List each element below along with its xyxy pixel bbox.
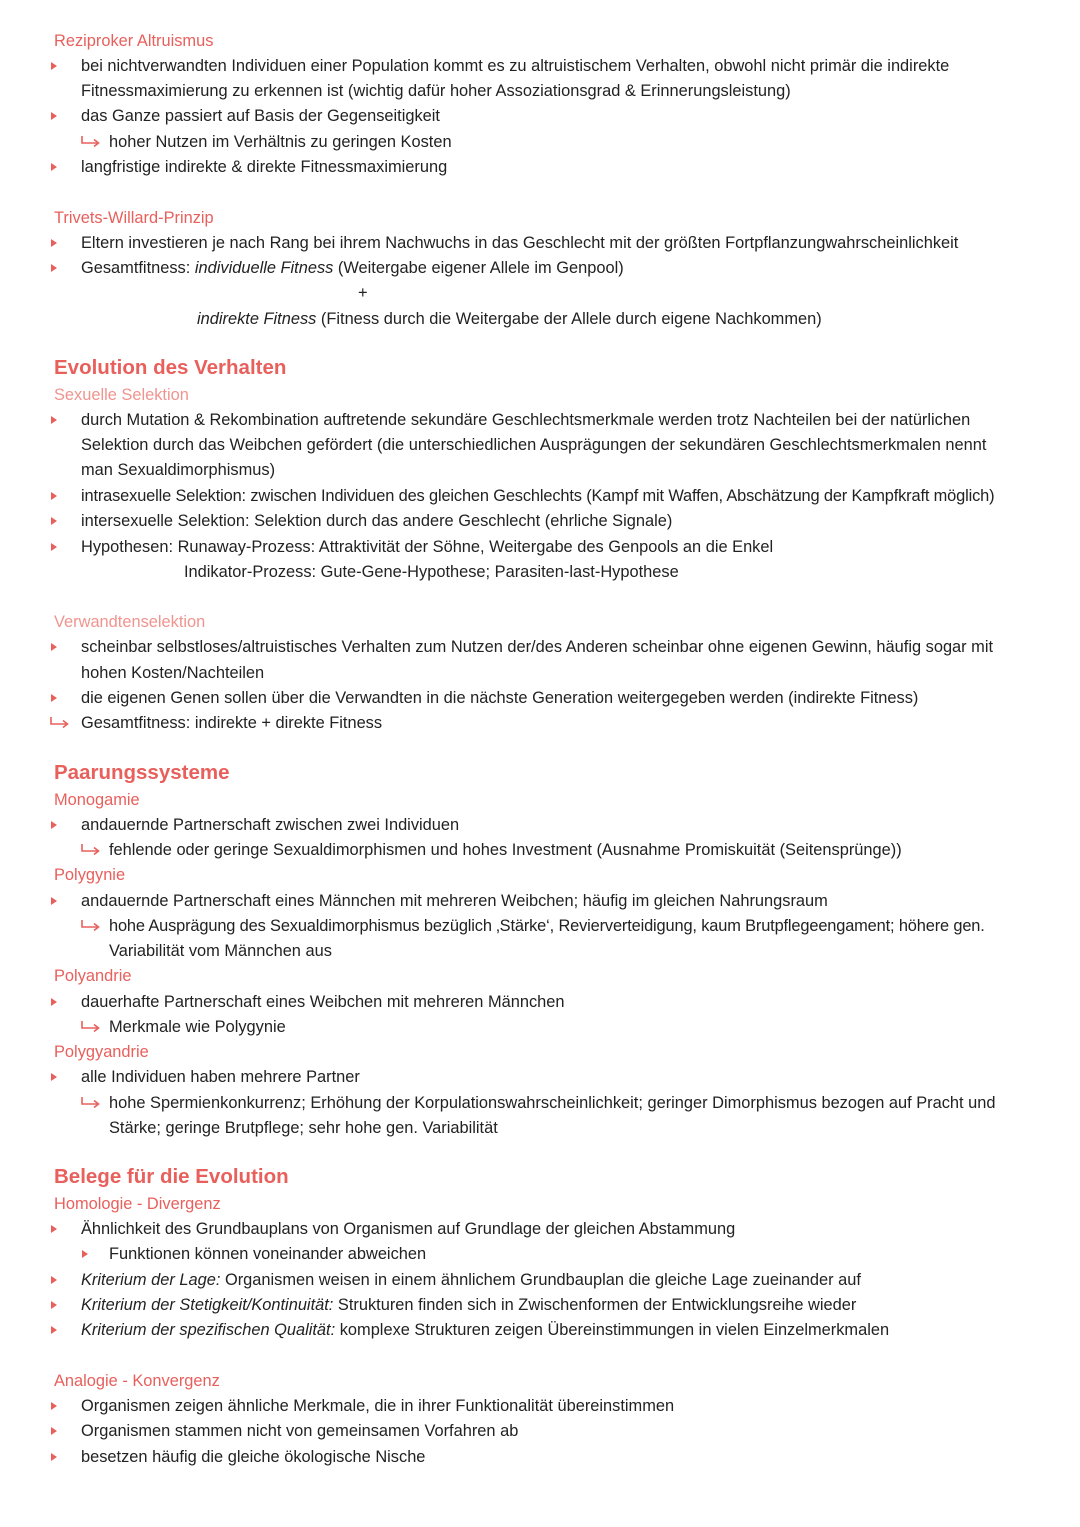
list-item-text: durch Mutation & Rekombination auftretende sekundäre Geschlechtsmerkmale werden trotz Nachteilen bei der natürlichen (81, 411, 971, 429)
list-item-text: besetzen häufig die gleiche ökologische Nische (81, 1448, 426, 1466)
arrow-item-text: Gesamtfitness: indirekte + direkte Fitness (81, 714, 383, 732)
return-arrow-icon (80, 1096, 102, 1110)
gesamtfitness-label: Gesamtfitness: (81, 259, 195, 277)
triangle-bullet-icon (51, 1453, 57, 1461)
triangle-bullet-icon (51, 492, 57, 500)
heading-evolution-des-verhalten: Evolution des Verhalten (54, 356, 287, 379)
triangle-bullet-icon (51, 694, 57, 702)
criterion-term: Kriterium der Lage: (81, 1271, 221, 1289)
section-title-analogie: Analogie - Konvergenz (54, 1372, 220, 1390)
list-item-text: Organismen stammen nicht von gemeinsamen Vorfahren ab (81, 1422, 519, 1440)
list-item-text: scheinbar selbstloses/altruistisches Verhalten zum Nutzen der/des Anderen scheinbar ohne eigenen Gewinn, häufig sogar mit (81, 638, 994, 656)
return-arrow-icon (80, 919, 102, 933)
triangle-bullet-icon (51, 1073, 57, 1081)
criterion-term: Kriterium der spezifischen Qualität: (81, 1321, 336, 1339)
list-item-text: alle Individuen haben mehrere Partner (81, 1068, 360, 1086)
triangle-bullet-icon (51, 643, 57, 651)
criterion-desc: Organismen weisen in einem ähnlichem Grundbauplan die gleiche Lage zueinander auf (220, 1271, 861, 1289)
heading-belege-fuer-die-evolution: Belege für die Evolution (54, 1165, 289, 1188)
triangle-bullet-icon (51, 163, 57, 171)
list-item-text (197, 309, 822, 329)
list-item-text: die eigenen Genen sollen über die Verwandten in die nächste Generation weitergegeben werden (indirekte Fitness) (81, 689, 919, 707)
triangle-bullet-icon (51, 112, 57, 120)
indirekte-fitness-desc: (Fitness durch die Weitergabe der Allele durch eigene Nachkommen) (316, 310, 822, 328)
individuelle-fitness-desc: (Weitergabe eigener Allele im Genpool) (333, 259, 624, 277)
arrow-item-text: hohe Spermienkonkurrenz; Erhöhung der Korpulationswahrscheinlichkeit; geringer Dimorphismus bezogen auf Pracht und (109, 1094, 996, 1112)
list-item-text: Ähnlichkeit des Grundbauplans von Organismen auf Grundlage der gleichen Abstammung (81, 1220, 736, 1238)
list-item-text: Selektion durch das Weibchen gefördert (die unterschiedlichen Ausprägungen der sekundären Geschlechtsmerkmalen nennt (81, 436, 987, 454)
list-item-text: andauernde Partnerschaft zwischen zwei Individuen (81, 816, 460, 834)
list-item-text: Fitnessmaximierung zu erkennen ist (wichtig dafür hoher Assoziationsgrad & Erinnerungsleistung) (81, 82, 791, 100)
triangle-bullet-icon (51, 998, 57, 1006)
list-item-text: Organismen zeigen ähnliche Merkmale, die in ihrer Funktionalität übereinstimmen (81, 1397, 675, 1415)
triangle-bullet-icon (51, 264, 57, 272)
list-item-text: Indikator-Prozess: Gute-Gene-Hypothese; Parasiten-last-Hypothese (184, 563, 679, 581)
arrow-item-text: hoher Nutzen im Verhältnis zu geringen Kosten (109, 133, 452, 151)
criterion-term: Kriterium der Stetigkeit/Kontinuität: (81, 1296, 334, 1314)
triangle-bullet-icon (51, 1276, 57, 1284)
triangle-bullet-icon (51, 517, 57, 525)
triangle-bullet-icon (51, 1402, 57, 1410)
list-item-text: Eltern investieren je nach Rang bei ihrem Nachwuchs in das Geschlecht mit der größten Fortpflanzungwahrscheinlichkeit (81, 234, 959, 252)
section-title-polygyandrie: Polygyandrie (54, 1043, 149, 1061)
triangle-bullet-icon (51, 416, 57, 424)
arrow-item-text: Merkmale wie Polygynie (109, 1018, 286, 1036)
list-item-text: hohen Kosten/Nachteilen (81, 664, 265, 682)
triangle-bullet-icon (51, 1301, 57, 1309)
list-item-text: langfristige indirekte & direkte Fitnessmaximierung (81, 158, 448, 176)
section-title-trivers-willard: Trivets-Willard-Prinzip (54, 209, 214, 227)
section-title-verwandtenselektion: Verwandtenselektion (54, 613, 206, 631)
return-arrow-icon (80, 1020, 102, 1034)
criterion-desc: komplexe Strukturen zeigen Übereinstimmungen in vielen Einzelmerkmalen (335, 1321, 890, 1339)
triangle-bullet-icon (82, 1250, 88, 1258)
list-item-text: das Ganze passiert auf Basis der Gegenseitigkeit (81, 107, 440, 125)
triangle-bullet-icon (51, 821, 57, 829)
section-title-polyandrie: Polyandrie (54, 967, 132, 985)
return-arrow-icon (80, 135, 102, 149)
triangle-bullet-icon (51, 1225, 57, 1233)
arrow-item-text: Variabilität vom Männchen aus (109, 942, 332, 960)
arrow-item-text: Stärke; geringe Brutpflege; sehr hohe gen. Variabilität (109, 1119, 498, 1137)
list-item-text: andauernde Partnerschaft eines Männchen mit mehreren Weibchen; häufig im gleichen Nahrungsraum (81, 892, 828, 910)
section-title-polygynie: Polygynie (54, 866, 126, 884)
heading-paarungssysteme: Paarungssysteme (54, 761, 230, 784)
triangle-bullet-icon (51, 62, 57, 70)
triangle-bullet-icon (51, 543, 57, 551)
list-item-text: Funktionen können voneinander abweichen (109, 1245, 427, 1263)
indirekte-fitness-term: indirekte Fitness (197, 310, 317, 328)
section-title-monogamie: Monogamie (54, 791, 140, 809)
individuelle-fitness-term: individuelle Fitness (194, 259, 334, 277)
triangle-bullet-icon (51, 1326, 57, 1334)
return-arrow-icon (80, 843, 102, 857)
list-item-text: dauerhafte Partnerschaft eines Weibchen mit mehreren Männchen (81, 993, 565, 1011)
list-item-text: Hypothesen: Runaway-Prozess: Attraktivität der Söhne, Weitergabe des Genpools an die Enkel (81, 538, 774, 556)
triangle-bullet-icon (51, 1427, 57, 1435)
list-item-text: bei nichtverwandten Individuen einer Population kommt es zu altruistischem Verhalten, obwohl nicht primär die indirekte (81, 57, 950, 75)
list-item-text: intrasexuelle Selektion: zwischen Individuen des gleichen Geschlechts (Kampf mit Waffen, Abschätzung der Kampfkraft möglich) (81, 487, 995, 505)
arrow-item-text: hohe Ausprägung des Sexualdimorphismus bezüglich ‚Stärke‘, Revierverteidigung, kaum Brutpflegeengament; höhere gen. (109, 917, 985, 935)
section-title-sexuelle-selektion: Sexuelle Selektion (54, 386, 189, 404)
plus-sign: + (358, 284, 368, 302)
triangle-bullet-icon (51, 897, 57, 905)
return-arrow-icon (49, 716, 71, 730)
triangle-bullet-icon (51, 239, 57, 247)
section-title-reziproker-altruismus: Reziproker Altruismus (54, 32, 214, 50)
list-item-text (81, 1320, 889, 1340)
list-item-text (81, 1270, 861, 1290)
list-item-text: man Sexualdimorphismus) (81, 461, 276, 479)
list-item-text (81, 258, 624, 278)
section-title-homologie: Homologie - Divergenz (54, 1195, 221, 1213)
criterion-desc: Strukturen finden sich in Zwischenformen der Entwicklungsreihe wieder (333, 1296, 857, 1314)
list-item-text (81, 1295, 856, 1315)
list-item-text: intersexuelle Selektion: Selektion durch das andere Geschlecht (ehrliche Signale) (81, 512, 673, 530)
arrow-item-text: fehlende oder geringe Sexualdimorphismen und hohes Investment (Ausnahme Promiskuität (Seitensprünge)) (109, 841, 902, 859)
